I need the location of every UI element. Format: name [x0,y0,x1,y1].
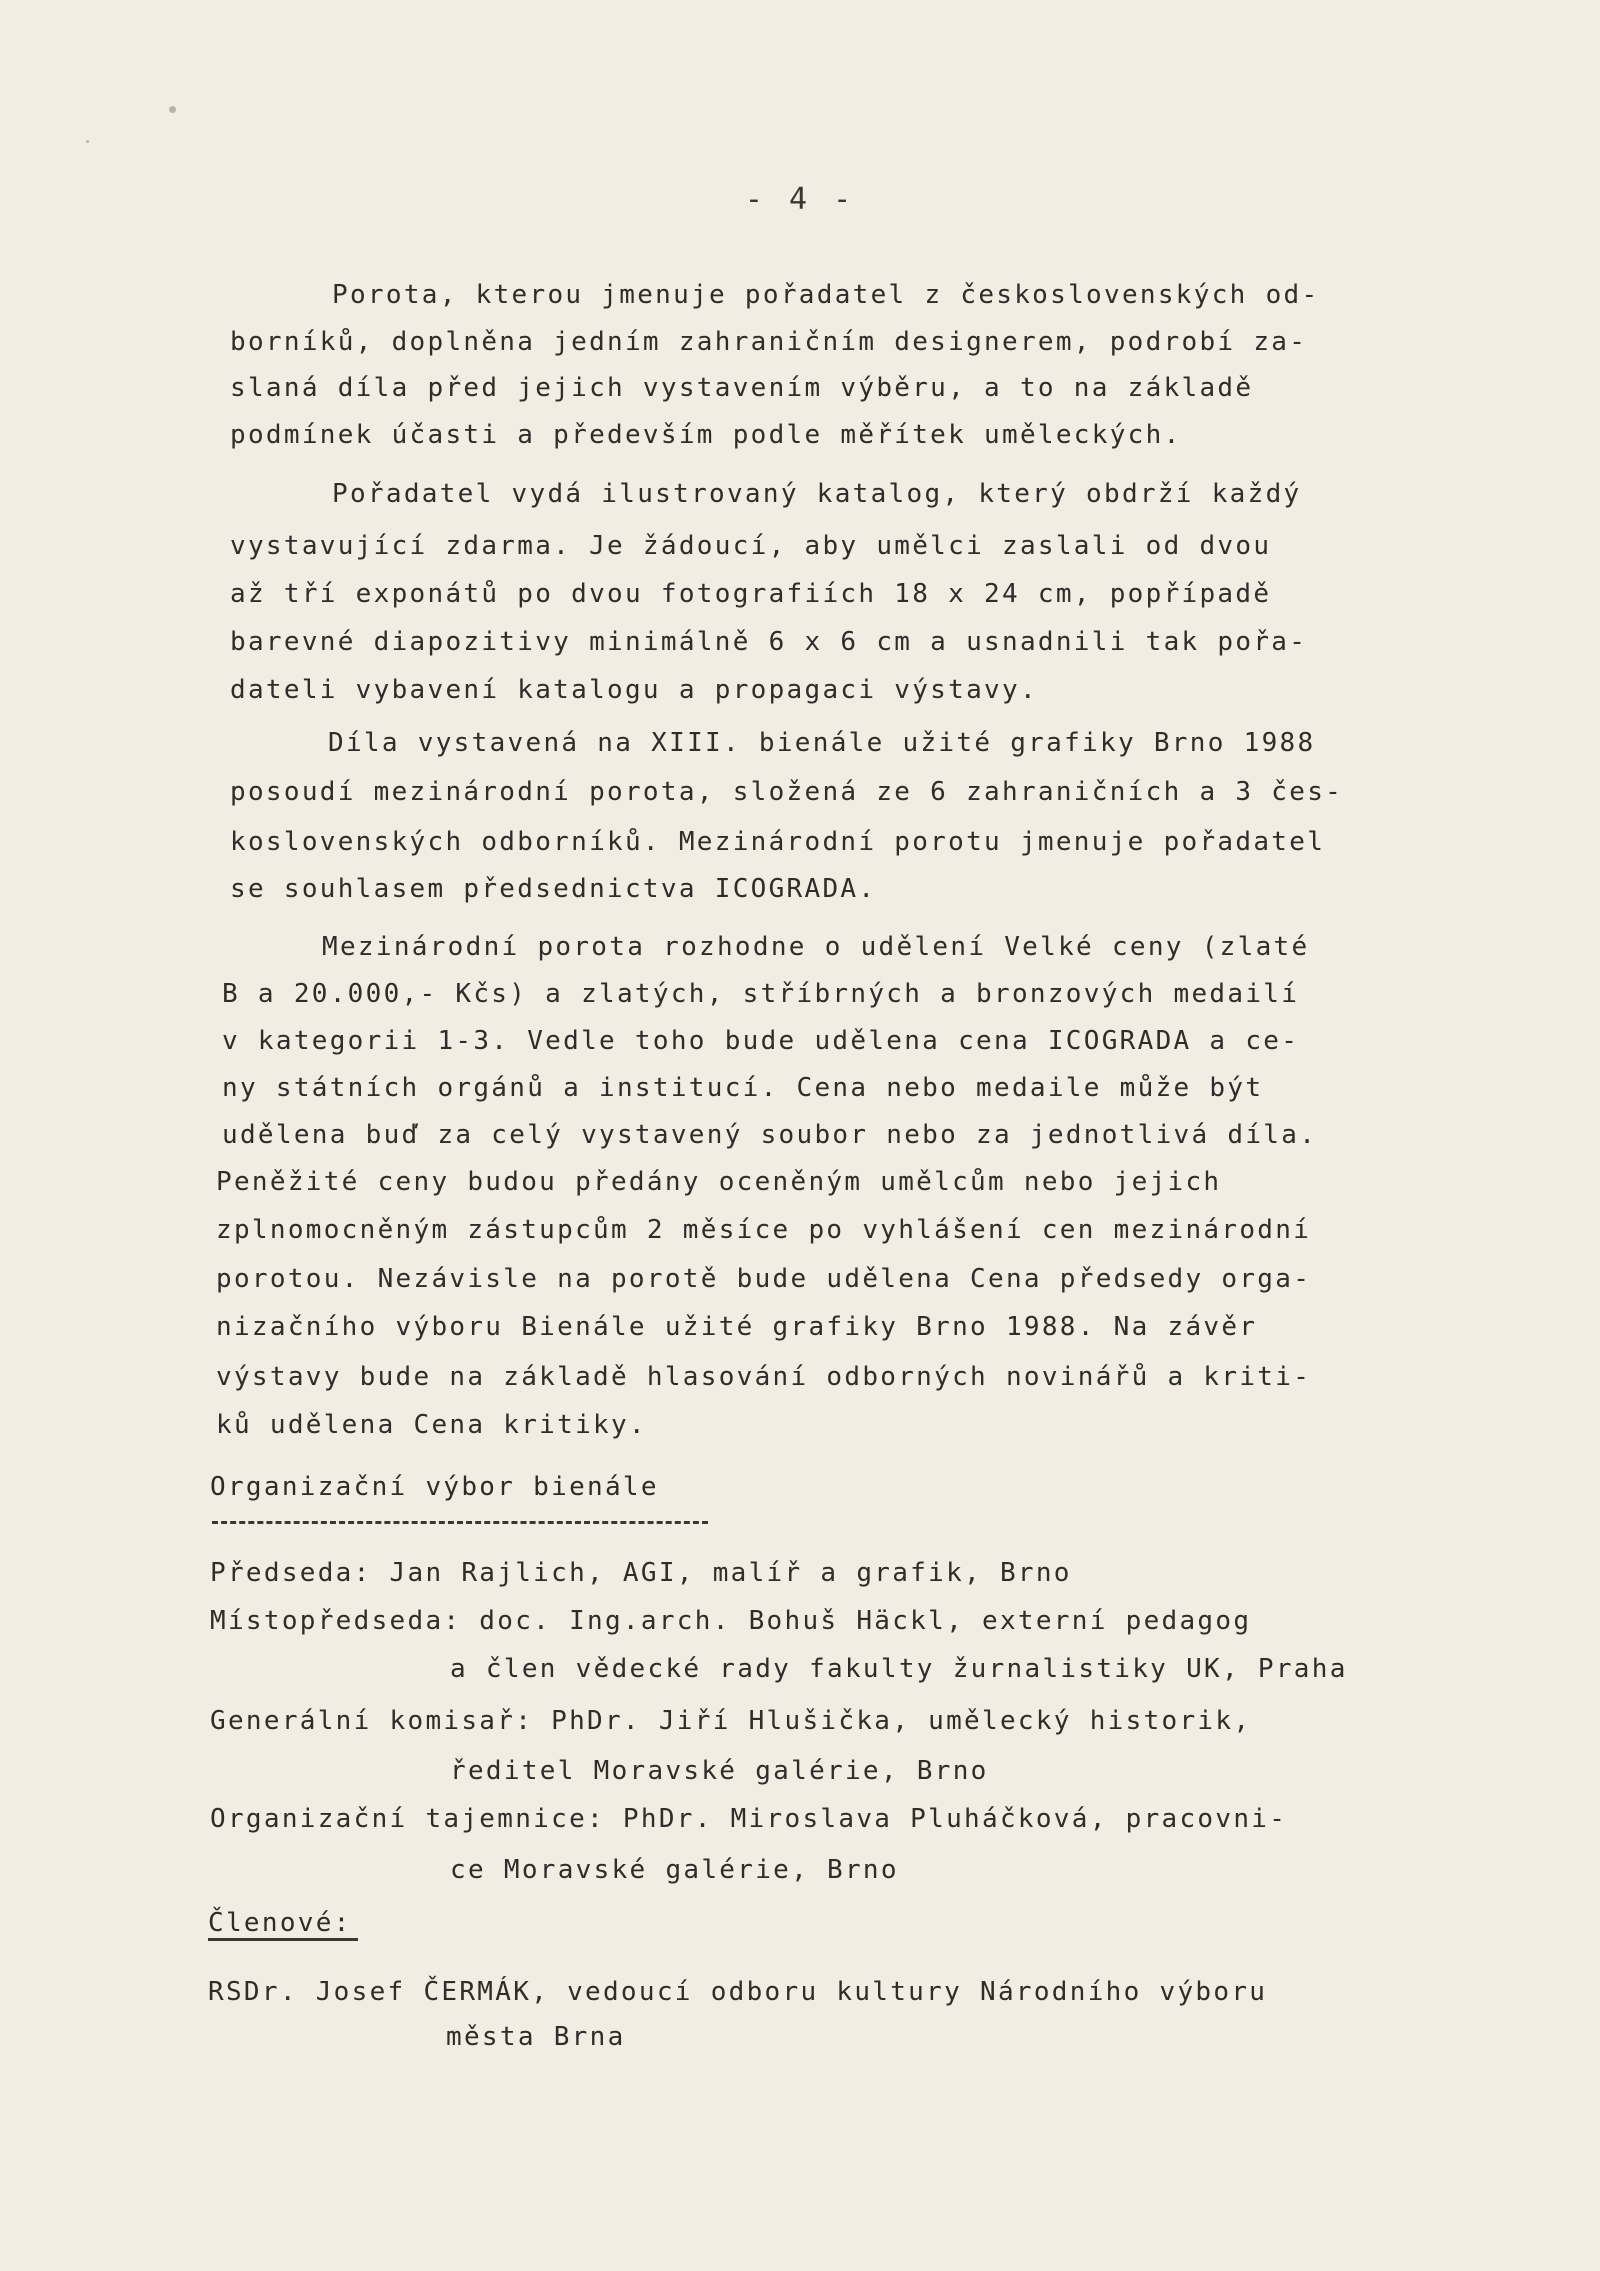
committee-line: ředitel Moravské galérie, Brno [450,1756,989,1786]
member-line: RSDr. Josef ČERMÁK, vedoucí odboru kultury Národního výboru [208,1977,1268,2007]
paper-speck [86,140,89,143]
committee-line: Předseda: Jan Rajlich, AGI, malíř a grafik, Brno [210,1558,1072,1588]
paper-speck [169,106,176,113]
text-line: barevné diapozitivy minimálně 6 x 6 cm a usnadnili tak pořa- [230,627,1308,657]
member-line: města Brna [446,2022,626,2052]
text-line: dateli vybavení katalogu a propagaci výstavy. [230,675,1038,705]
committee-line: Místopředseda: doc. Ing.arch. Bohuš Häckl, externí pedagog [210,1606,1252,1636]
text-line: Mezinárodní porota rozhodne o udělení Velké ceny (zlaté [322,932,1310,962]
page-number: - 4 - [744,182,856,217]
text-line: nizačního výboru Bienále užité grafiky Brno 1988. Na závěr [216,1312,1258,1342]
committee-heading: Organizační výbor bienále [210,1472,659,1502]
text-line: vystavující zdarma. Je žádoucí, aby umělci zaslali od dvou [230,531,1272,561]
committee-line: ce Moravské galérie, Brno [450,1855,899,1885]
text-line: B a 20.000,- Kčs) a zlatých, stříbrných a bronzových medailí [222,979,1300,1009]
text-line: Porota, kterou jmenuje pořadatel z československých od- [332,280,1320,310]
committee-line: Organizační tajemnice: PhDr. Miroslava Pluháčková, pracovni- [210,1804,1288,1834]
text-line: v kategorii 1-3. Vedle toho bude udělena cena ICOGRADA a ce- [222,1026,1300,1056]
text-line: se souhlasem předsednictva ICOGRADA. [230,874,877,904]
text-line: porotou. Nezávisle na porotě bude udělena Cena předsedy orga- [216,1264,1312,1294]
text-line: zplnomocněným zástupcům 2 měsíce po vyhlášení cen mezinárodní [216,1215,1312,1245]
text-line: podmínek účasti a především podle měřítek uměleckých. [230,420,1182,450]
text-line: až tří exponátů po dvou fotografiích 18 x 24 cm, popřípadě [230,579,1272,609]
text-line: ků udělena Cena kritiky. [216,1410,647,1440]
text-line: Pořadatel vydá ilustrovaný katalog, který obdrží každý [332,479,1302,509]
text-line: Peněžité ceny budou předány oceněným umělcům nebo jejich [216,1167,1222,1197]
text-line: Díla vystavená na XIII. bienále užité grafiky Brno 1988 [328,728,1316,758]
text-line: slaná díla před jejich vystavením výběru, a to na základě [230,373,1254,403]
members-heading-underline [208,1938,358,1941]
text-line: výstavy bude na základě hlasování odborných novinářů a kriti- [216,1362,1312,1392]
members-heading: Členové: [208,1908,352,1938]
committee-line: Generální komisař: PhDr. Jiří Hlušička, umělecký historik, [210,1706,1252,1736]
committee-line: a člen vědecké rady fakulty žurnalistiky UK, Praha [450,1654,1348,1684]
text-line: posoudí mezinárodní porota, složená ze 6 zahraničních a 3 čes- [230,777,1344,807]
text-line: udělena buď za celý vystavený soubor nebo za jednotlivá díla. [222,1120,1318,1150]
heading-underline [212,1521,708,1524]
text-line: ny státních orgánů a institucí. Cena nebo medaile může být [222,1073,1264,1103]
text-line: borníků, doplněna jedním zahraničním designerem, podrobí za- [230,327,1308,357]
text-line: koslovenských odborníků. Mezinárodní porotu jmenuje pořadatel [230,827,1326,857]
